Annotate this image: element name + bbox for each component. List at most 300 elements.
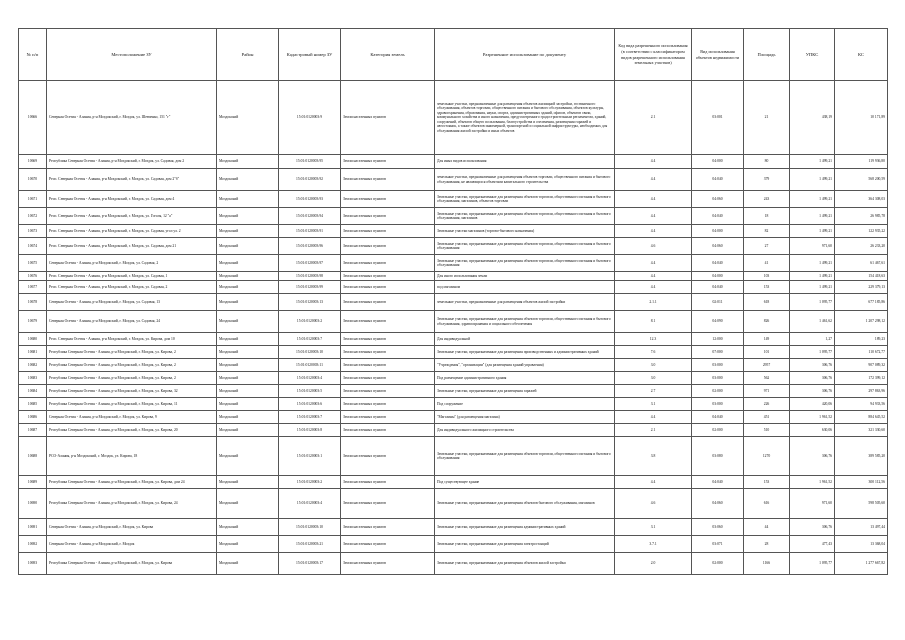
table-row bbox=[19, 437, 888, 476]
cell-cadastral: 15:01:0120003:5 bbox=[279, 385, 341, 398]
cell-location: Северная Осетия - Алания, р-н Моздокский, г. Моздок bbox=[47, 536, 217, 553]
cell-cadastral: 15:01:0120003:7 bbox=[279, 333, 341, 346]
cell-area: 243 bbox=[744, 191, 790, 208]
cell-area: 101 bbox=[744, 346, 790, 359]
cell-num: 10685 bbox=[19, 398, 47, 411]
cell-ks: 110 672,77 bbox=[835, 346, 888, 359]
cell-group: 12:000 bbox=[692, 333, 744, 346]
cell-category: Земли населенных пунктов bbox=[341, 311, 435, 333]
cell-group: 04:090 bbox=[692, 311, 744, 333]
cell-district: Моздокский bbox=[217, 169, 279, 191]
cell-num: 10675 bbox=[19, 255, 47, 272]
cell-permitted-use: Земельные участки, предназначенные для размещения производственных и административных зданий bbox=[435, 346, 615, 359]
cell-cadastral: 15:01:0120003:21 bbox=[279, 536, 341, 553]
cell-group: 04:040 bbox=[692, 169, 744, 191]
cell-upks: 630,06 bbox=[790, 424, 835, 437]
table-row bbox=[19, 476, 888, 489]
cell-area: 18 bbox=[744, 208, 790, 225]
cell-category: Земли населенных пунктов bbox=[341, 519, 435, 536]
cell-district: Моздокский bbox=[217, 359, 279, 372]
cell-area: 103 bbox=[744, 272, 790, 281]
cell-area: 149 bbox=[744, 333, 790, 346]
cell-upks: 306,76 bbox=[790, 385, 835, 398]
table-row bbox=[19, 346, 888, 359]
cell-vri-code: 4.4 bbox=[615, 411, 692, 424]
cell-cadastral: 15:01:0120003:96 bbox=[279, 238, 341, 255]
cell-location: Северная Осетия - Алания, р-н Моздокский, г. Моздок, ул. Шевченко, 151 "г" bbox=[47, 81, 217, 155]
cell-num: 10690 bbox=[19, 489, 47, 519]
cell-district: Моздокский bbox=[217, 385, 279, 398]
cell-area: 153 bbox=[744, 476, 790, 489]
cell-permitted-use: Земельные участки, предназначенные для размещения объектов торговли, общественного питания и бытового обслуживания, магазинов bbox=[435, 208, 615, 225]
cell-num: 10679 bbox=[19, 311, 47, 333]
table-row bbox=[19, 225, 888, 238]
cell-permitted-use: Земельные участки, предназначенные для размещения объектов бытового обслуживания, магазинов bbox=[435, 489, 615, 519]
cell-vri-code: 4.4 bbox=[615, 169, 692, 191]
cell-upks: 306,76 bbox=[790, 359, 835, 372]
cell-location: Респ. Северная Осетия - Алания, р-н Моздокский, г. Моздок, ул. Садовая, 2 bbox=[47, 281, 217, 294]
cell-category: Земли населенных пунктов bbox=[341, 294, 435, 311]
cell-vri-code: 2.0 bbox=[615, 553, 692, 575]
table-sheet bbox=[18, 28, 887, 575]
cell-num: 10692 bbox=[19, 536, 47, 553]
cell-group: 04:040 bbox=[692, 281, 744, 294]
cell-category: Земли населенных пунктов bbox=[341, 424, 435, 437]
cell-area: 971 bbox=[744, 385, 790, 398]
cell-ks: 13 497,44 bbox=[835, 519, 888, 536]
cell-area: 451 bbox=[744, 411, 790, 424]
cell-permitted-use: Под существующее здание bbox=[435, 476, 615, 489]
cell-vri-code: 12.3 bbox=[615, 333, 692, 346]
cell-district: Моздокский bbox=[217, 519, 279, 536]
cell-vri-code: 4.4 bbox=[615, 476, 692, 489]
cell-vri-code: 3.0 bbox=[615, 359, 692, 372]
cell-num: 10666 bbox=[19, 81, 47, 155]
cell-area: 82 bbox=[744, 225, 790, 238]
cell-district: Моздокский bbox=[217, 398, 279, 411]
cell-location: Республика Северная Осетия - Алания, р-н Моздокский, г. Моздок, ул. Садовая, дом 2 bbox=[47, 155, 217, 169]
cell-cadastral: 15:01:0120003:13 bbox=[279, 294, 341, 311]
cell-cadastral: 15:01:0120003:98 bbox=[279, 272, 341, 281]
cell-upks: 1 461,62 bbox=[790, 311, 835, 333]
cell-vri-code: 4.4 bbox=[615, 272, 692, 281]
cell-district: Моздокский bbox=[217, 489, 279, 519]
header-upks: УПКС bbox=[790, 29, 835, 81]
cell-permitted-use: Под сооружение bbox=[435, 398, 615, 411]
cell-area: 1270 bbox=[744, 437, 790, 476]
table-row bbox=[19, 208, 888, 225]
cell-ks: 1 207 298,12 bbox=[835, 311, 888, 333]
cell-vri-code: 4.4 bbox=[615, 225, 692, 238]
cell-cadastral: 15:01:0120003:8 bbox=[279, 424, 341, 437]
cell-vri-code: 4.6 bbox=[615, 238, 692, 255]
cell-vri-code: 4.4 bbox=[615, 191, 692, 208]
table-row bbox=[19, 411, 888, 424]
cell-num: 10688 bbox=[19, 437, 47, 476]
cell-category: Земли населенных пунктов bbox=[341, 385, 435, 398]
cell-cadastral: 15:01:0120003:4 bbox=[279, 489, 341, 519]
cell-cadastral: 15:01:0120003:97 bbox=[279, 255, 341, 272]
cell-permitted-use: Для иного использования земли bbox=[435, 272, 615, 281]
header-area: Площадь bbox=[744, 29, 790, 81]
cell-area: 616 bbox=[744, 489, 790, 519]
cell-cadastral: 15:01:0120003:2 bbox=[279, 311, 341, 333]
cell-upks: 477,43 bbox=[790, 536, 835, 553]
cell-ks: 1 277 667,82 bbox=[835, 553, 888, 575]
cell-category: Земли населенных пунктов bbox=[341, 272, 435, 281]
cell-group: 02:000 bbox=[692, 553, 744, 575]
cell-cadastral: 15:01:0120003:4 bbox=[279, 372, 341, 385]
cell-permitted-use: Земельные участки магазинов (торгово-бытового назначения) bbox=[435, 225, 615, 238]
cell-vri-code: 4.4 bbox=[615, 155, 692, 169]
table-row bbox=[19, 238, 888, 255]
cell-cadastral: 15:01:0120003:9 bbox=[279, 81, 341, 155]
cell-num: 10684 bbox=[19, 385, 47, 398]
cell-upks: 971,60 bbox=[790, 238, 835, 255]
cell-group: 04:040 bbox=[692, 411, 744, 424]
cell-vri-code: 3.7.1 bbox=[615, 536, 692, 553]
cell-upks: 420,06 bbox=[790, 398, 835, 411]
cell-cadastral: 15:01:0120003:10 bbox=[279, 519, 341, 536]
cell-upks: 1 095,77 bbox=[790, 294, 835, 311]
cell-district: Моздокский bbox=[217, 191, 279, 208]
table-row bbox=[19, 553, 888, 575]
cell-vri-code: 3.0 bbox=[615, 372, 692, 385]
cell-vri-code: 2.7 bbox=[615, 385, 692, 398]
cell-district: Моздокский bbox=[217, 411, 279, 424]
cell-location: Республика Северная Осетия - Алания, р-н Моздокский, г. Моздок, ул. Кирова, 32 bbox=[47, 385, 217, 398]
cell-location: Респ. Северная Осетия - Алания, р-н Моздокский, г. Моздок, ул. Гоголя, 12 "а" bbox=[47, 208, 217, 225]
table-row bbox=[19, 424, 888, 437]
cell-ks: 677 185,86 bbox=[835, 294, 888, 311]
cell-group: 02:000 bbox=[692, 385, 744, 398]
cell-vri-code: 8.1 bbox=[615, 311, 692, 333]
cell-upks: 1 499,21 bbox=[790, 272, 835, 281]
cell-ks: 389 585,20 bbox=[835, 437, 888, 476]
cell-ks: 297 863,96 bbox=[835, 385, 888, 398]
header-row bbox=[19, 29, 888, 81]
header-permitted-use: Разрешенное использование по документу bbox=[435, 29, 615, 81]
cell-upks: 1 095,77 bbox=[790, 553, 835, 575]
cell-permitted-use: Для иных видов использования bbox=[435, 155, 615, 169]
table-row bbox=[19, 398, 888, 411]
cell-area: 44 bbox=[744, 519, 790, 536]
cell-area: 826 bbox=[744, 311, 790, 333]
cell-upks: 1 095,77 bbox=[790, 346, 835, 359]
cell-category: Земли населенных пунктов bbox=[341, 255, 435, 272]
cell-category: Земли населенных пунктов bbox=[341, 359, 435, 372]
cell-category: Земли населенных пунктов bbox=[341, 536, 435, 553]
cell-district: Моздокский bbox=[217, 294, 279, 311]
cell-num: 10670 bbox=[19, 169, 47, 191]
table-row bbox=[19, 272, 888, 281]
cell-area: 80 bbox=[744, 155, 790, 169]
cell-upks: 306,76 bbox=[790, 372, 835, 385]
cell-group: 07:000 bbox=[692, 346, 744, 359]
cell-location: Северная Осетия - Алания, р-н Моздокский, г. Моздок, ул. Садовая, 24 bbox=[47, 311, 217, 333]
cell-upks: 1,27 bbox=[790, 333, 835, 346]
cell-num: 10687 bbox=[19, 424, 47, 437]
table-row bbox=[19, 155, 888, 169]
header-district: Район bbox=[217, 29, 279, 81]
cell-upks: 306,76 bbox=[790, 437, 835, 476]
cell-area: 226 bbox=[744, 398, 790, 411]
cell-num: 10682 bbox=[19, 359, 47, 372]
cell-category: Земли населенных пунктов bbox=[341, 411, 435, 424]
cell-permitted-use: Для индивидуального жилищного строительства bbox=[435, 424, 615, 437]
cell-vri-code: 2.1 bbox=[615, 424, 692, 437]
cell-ks: 172 399,12 bbox=[835, 372, 888, 385]
header-cadastral: Кадастровый номер ЗУ bbox=[279, 29, 341, 81]
cell-upks: 1 499,21 bbox=[790, 208, 835, 225]
cell-ks: 300 112,56 bbox=[835, 476, 888, 489]
cell-cadastral: 15:01:0120003:95 bbox=[279, 155, 341, 169]
cell-num: 10689 bbox=[19, 476, 47, 489]
cell-vri-code: 4.4 bbox=[615, 281, 692, 294]
table-row bbox=[19, 255, 888, 272]
cell-location: Респ. Северная Осетия - Алания, р-н Моздокский, г. Моздок, ул. Садовая, дом 2"б" bbox=[47, 169, 217, 191]
cell-ks: 26 985,78 bbox=[835, 208, 888, 225]
cell-permitted-use: Под размещение административного здания bbox=[435, 372, 615, 385]
cell-num: 10678 bbox=[19, 294, 47, 311]
cell-district: Моздокский bbox=[217, 476, 279, 489]
cell-ks: 10 171,89 bbox=[835, 81, 888, 155]
cell-num: 10673 bbox=[19, 225, 47, 238]
cadastral-table bbox=[18, 28, 888, 575]
cell-permitted-use: Земельные участки, предназначенные для размещения объектов торговли, общественного питания и бытового обслуживания, здравоохранения и социального обеспечения bbox=[435, 311, 615, 333]
cell-group: 04:060 bbox=[692, 489, 744, 519]
cell-area: 28 bbox=[744, 536, 790, 553]
cell-location: Республика Северная Осетия - Алания, р-н Моздокский, г. Моздок, ул. Кирова, 20 bbox=[47, 424, 217, 437]
cell-cadastral: 15:01:0120003:92 bbox=[279, 169, 341, 191]
cell-district: Моздокский bbox=[217, 536, 279, 553]
cell-district: Моздокский bbox=[217, 208, 279, 225]
cell-ks: 364 308,03 bbox=[835, 191, 888, 208]
cell-category: Земли населенных пунктов bbox=[341, 208, 435, 225]
header-group: Вид использования объектов недвижимости bbox=[692, 29, 744, 81]
cell-district: Моздокский bbox=[217, 311, 279, 333]
cell-ks: 119 936,80 bbox=[835, 155, 888, 169]
cell-ks: 154 418,63 bbox=[835, 272, 888, 281]
cell-category: Земли населенных пунктов bbox=[341, 333, 435, 346]
cell-cadastral: 15:01:0120003:1 bbox=[279, 437, 341, 476]
cell-category: Земли населенных пунктов bbox=[341, 155, 435, 169]
cell-upks: 1 499,21 bbox=[790, 255, 835, 272]
cell-category: Земли населенных пунктов bbox=[341, 81, 435, 155]
cell-permitted-use: Земельные участки, предназначенные для размещения объектов жилой застройки bbox=[435, 553, 615, 575]
cell-district: Моздокский bbox=[217, 424, 279, 437]
cell-vri-code: 4.4 bbox=[615, 255, 692, 272]
cell-category: Земли населенных пунктов bbox=[341, 191, 435, 208]
cell-group: 04:000 bbox=[692, 225, 744, 238]
cell-cadastral: 15:01:0120003:7 bbox=[279, 411, 341, 424]
cell-location: Респ. Северная Осетия - Алания, р-н Моздокский, г. Моздок, ул. Садовая, 1 bbox=[47, 272, 217, 281]
cell-num: 10672 bbox=[19, 208, 47, 225]
cell-category: Земли населенных пунктов bbox=[341, 398, 435, 411]
table-row bbox=[19, 359, 888, 372]
cell-num: 10671 bbox=[19, 191, 47, 208]
cell-vri-code: 3.1 bbox=[615, 398, 692, 411]
cell-area: 562 bbox=[744, 372, 790, 385]
cell-category: Земли населенных пунктов bbox=[341, 169, 435, 191]
cell-location: Респ. Северная Осетия - Алания, р-н Моздокский, г. Моздок, ул. Кирова, дом 10 bbox=[47, 333, 217, 346]
cell-district: Моздокский bbox=[217, 437, 279, 476]
cell-ks: 907 089,32 bbox=[835, 359, 888, 372]
cell-cadastral: 15:01:0120003:6 bbox=[279, 398, 341, 411]
cell-permitted-use: Земельные участки, предназначенные для размещения электростанций bbox=[435, 536, 615, 553]
cell-vri-code: 2.1.1 bbox=[615, 294, 692, 311]
cell-permitted-use: Земельные участки, предназначенные для размещения объектов торговли, общественного питания и бытового обслуживания bbox=[435, 238, 615, 255]
cell-permitted-use: Для индивидуальной bbox=[435, 333, 615, 346]
cell-upks: 306,76 bbox=[790, 519, 835, 536]
cell-category: Земли населенных пунктов bbox=[341, 281, 435, 294]
cell-category: Земли населенных пунктов bbox=[341, 372, 435, 385]
cell-vri-code: 3.8 bbox=[615, 437, 692, 476]
cell-ks: 189,23 bbox=[835, 333, 888, 346]
table-row bbox=[19, 191, 888, 208]
cell-ks: 568 200,59 bbox=[835, 169, 888, 191]
header-category: Категория земель bbox=[341, 29, 435, 81]
header-num: № п/п bbox=[19, 29, 47, 81]
cell-group: 04:000 bbox=[692, 272, 744, 281]
cell-ks: 598 505,60 bbox=[835, 489, 888, 519]
cell-cadastral: 15:01:0120003:99 bbox=[279, 281, 341, 294]
cell-area: 41 bbox=[744, 255, 790, 272]
cell-group: 03:000 bbox=[692, 398, 744, 411]
cell-district: Моздокский bbox=[217, 81, 279, 155]
cell-permitted-use: Земельные участки, предназначенные для размещения объектов торговли, общественного питания и бытового обслуживания bbox=[435, 255, 615, 272]
cell-location: Республика Северная Осетия - Алания, р-н Моздокский, г. Моздок, ул. Кирова bbox=[47, 553, 217, 575]
cell-upks: 438,19 bbox=[790, 81, 835, 155]
table-row bbox=[19, 81, 888, 155]
cell-upks: 971,60 bbox=[790, 489, 835, 519]
cell-group: 03:071 bbox=[692, 536, 744, 553]
header-location: Местоположение ЗУ bbox=[47, 29, 217, 81]
cell-num: 10676 bbox=[19, 272, 47, 281]
cell-group: 02:000 bbox=[692, 424, 744, 437]
cell-location: Республика Северная Осетия - Алания, р-н Моздокский, г. Моздок, ул. Кирова, 11 bbox=[47, 398, 217, 411]
cell-location: Республика Северная Осетия - Алания, р-н Моздокский, г. Моздок, ул. Кирова, 2 bbox=[47, 372, 217, 385]
cell-ks: 884 645,52 bbox=[835, 411, 888, 424]
header-ks: КС bbox=[835, 29, 888, 81]
table-row bbox=[19, 385, 888, 398]
cell-group: 03:000 bbox=[692, 372, 744, 385]
cell-num: 10681 bbox=[19, 346, 47, 359]
cell-num: 10669 bbox=[19, 155, 47, 169]
cell-district: Моздокский bbox=[217, 272, 279, 281]
cell-district: Моздокский bbox=[217, 553, 279, 575]
cell-group: 04:040 bbox=[692, 255, 744, 272]
cell-cadastral: 15:01:0120003:17 bbox=[279, 553, 341, 575]
cell-upks: 1 499,21 bbox=[790, 155, 835, 169]
cell-permitted-use: под магазином bbox=[435, 281, 615, 294]
cell-location: Респ. Северная Осетия - Алания, р-н Моздокский, г. Моздок, ул. Садовая, дом 21 bbox=[47, 238, 217, 255]
cell-location: Республика Северная Осетия - Алания, р-н Моздокский, г. Моздок, ул. Кирова, дом 24 bbox=[47, 476, 217, 489]
table-row bbox=[19, 519, 888, 536]
cell-cadastral: 15:01:0120003:91 bbox=[279, 225, 341, 238]
cell-permitted-use: земельные участки, предназначенные для размещения объектов торговли, общественного питания и бытового обслуживания, не являющихся объектами капитального строительства bbox=[435, 169, 615, 191]
cell-location: Республика Северная Осетия - Алания, р-н Моздокский, г. Моздок, ул. Кирова, 2 bbox=[47, 359, 217, 372]
cell-cadastral: 15:01:0120003:11 bbox=[279, 359, 341, 372]
cell-ks: 26 233,20 bbox=[835, 238, 888, 255]
cell-area: 379 bbox=[744, 169, 790, 191]
cell-group: 03:000 bbox=[692, 359, 744, 372]
cell-group: 04:060 bbox=[692, 238, 744, 255]
cell-location: Республика Северная Осетия - Алания, р-н Моздокский, г. Моздок, ул. Кирова, 2 bbox=[47, 346, 217, 359]
table-row bbox=[19, 294, 888, 311]
cell-ks: 321 330,60 bbox=[835, 424, 888, 437]
cell-permitted-use: "Учреждения", "организации" (для размещения зданий управления) bbox=[435, 359, 615, 372]
cell-district: Моздокский bbox=[217, 333, 279, 346]
table-row bbox=[19, 169, 888, 191]
cell-group: 04:060 bbox=[692, 191, 744, 208]
cell-district: Моздокский bbox=[217, 372, 279, 385]
cell-ks: 229 379,13 bbox=[835, 281, 888, 294]
cell-category: Земли населенных пунктов bbox=[341, 238, 435, 255]
cell-upks: 1 961,52 bbox=[790, 476, 835, 489]
table-row bbox=[19, 489, 888, 519]
cell-group: 03:080 bbox=[692, 437, 744, 476]
cell-location: РСО-Алания, р-н Моздокский, г. Моздок, ул. Кирова, 18 bbox=[47, 437, 217, 476]
cell-location: Республика Северная Осетия - Алания, р-н Моздокский, г. Моздок, ул. Кирова, 24 bbox=[47, 489, 217, 519]
cell-upks: 1 499,21 bbox=[790, 225, 835, 238]
cell-category: Земли населенных пунктов bbox=[341, 553, 435, 575]
cell-cadastral: 15:01:0120003:2 bbox=[279, 476, 341, 489]
table-body bbox=[19, 81, 888, 575]
cell-area: 2957 bbox=[744, 359, 790, 372]
cell-district: Моздокский bbox=[217, 238, 279, 255]
cell-vri-code: 4.4 bbox=[615, 208, 692, 225]
table-row bbox=[19, 536, 888, 553]
cell-location: Северная Осетия - Алания, р-н Моздокский, г. Моздок, ул. Кирова, 9 bbox=[47, 411, 217, 424]
cell-permitted-use: Земельные участки, предназначенные для размещения объектов торговли, общественного питания и бытового обслуживания bbox=[435, 437, 615, 476]
cell-permitted-use: Земельные участки, предназначенные для размещения гаражей bbox=[435, 385, 615, 398]
cell-group: 03:001 bbox=[692, 81, 744, 155]
cell-group: 04:040 bbox=[692, 476, 744, 489]
cell-ks: 122 935,22 bbox=[835, 225, 888, 238]
cell-area: 1166 bbox=[744, 553, 790, 575]
cell-upks: 1 499,21 bbox=[790, 281, 835, 294]
cell-district: Моздокский bbox=[217, 281, 279, 294]
cell-cadastral: 15:01:0120003:93 bbox=[279, 191, 341, 208]
cell-permitted-use: Земельные участки, предназначенные для размещения административных зданий bbox=[435, 519, 615, 536]
cell-num: 10691 bbox=[19, 519, 47, 536]
cell-area: 510 bbox=[744, 424, 790, 437]
cell-upks: 1 499,21 bbox=[790, 169, 835, 191]
cell-permitted-use: "Магазины" (для размещения магазина) bbox=[435, 411, 615, 424]
cell-num: 10693 bbox=[19, 553, 47, 575]
cell-vri-code: 3.1 bbox=[615, 519, 692, 536]
cell-cadastral: 15:01:0120003:10 bbox=[279, 346, 341, 359]
cell-category: Земли населенных пунктов bbox=[341, 225, 435, 238]
cell-permitted-use: земельные участки, предназначенные для размещения объектов жилой застройки bbox=[435, 294, 615, 311]
cell-area: 21 bbox=[744, 81, 790, 155]
cell-vri-code: 7.6 bbox=[615, 346, 692, 359]
cell-num: 10677 bbox=[19, 281, 47, 294]
cell-num: 10683 bbox=[19, 372, 47, 385]
cell-category: Земли населенных пунктов bbox=[341, 476, 435, 489]
cell-ks: 94 933,56 bbox=[835, 398, 888, 411]
cell-location: Северная Осетия - Алания, р-н Моздокский, г. Моздок, ул. Садовая, 13 bbox=[47, 294, 217, 311]
table-row bbox=[19, 311, 888, 333]
cell-district: Моздокский bbox=[217, 255, 279, 272]
cell-category: Земли населенных пунктов bbox=[341, 346, 435, 359]
header-vri-code: Код вида разрешенного использования (в соответствии с классификатором видов разрешенного использования земельных участков) bbox=[615, 29, 692, 81]
cell-group: 04:000 bbox=[692, 155, 744, 169]
cell-category: Земли населенных пунктов bbox=[341, 437, 435, 476]
cell-upks: 1 499,21 bbox=[790, 191, 835, 208]
cell-num: 10674 bbox=[19, 238, 47, 255]
